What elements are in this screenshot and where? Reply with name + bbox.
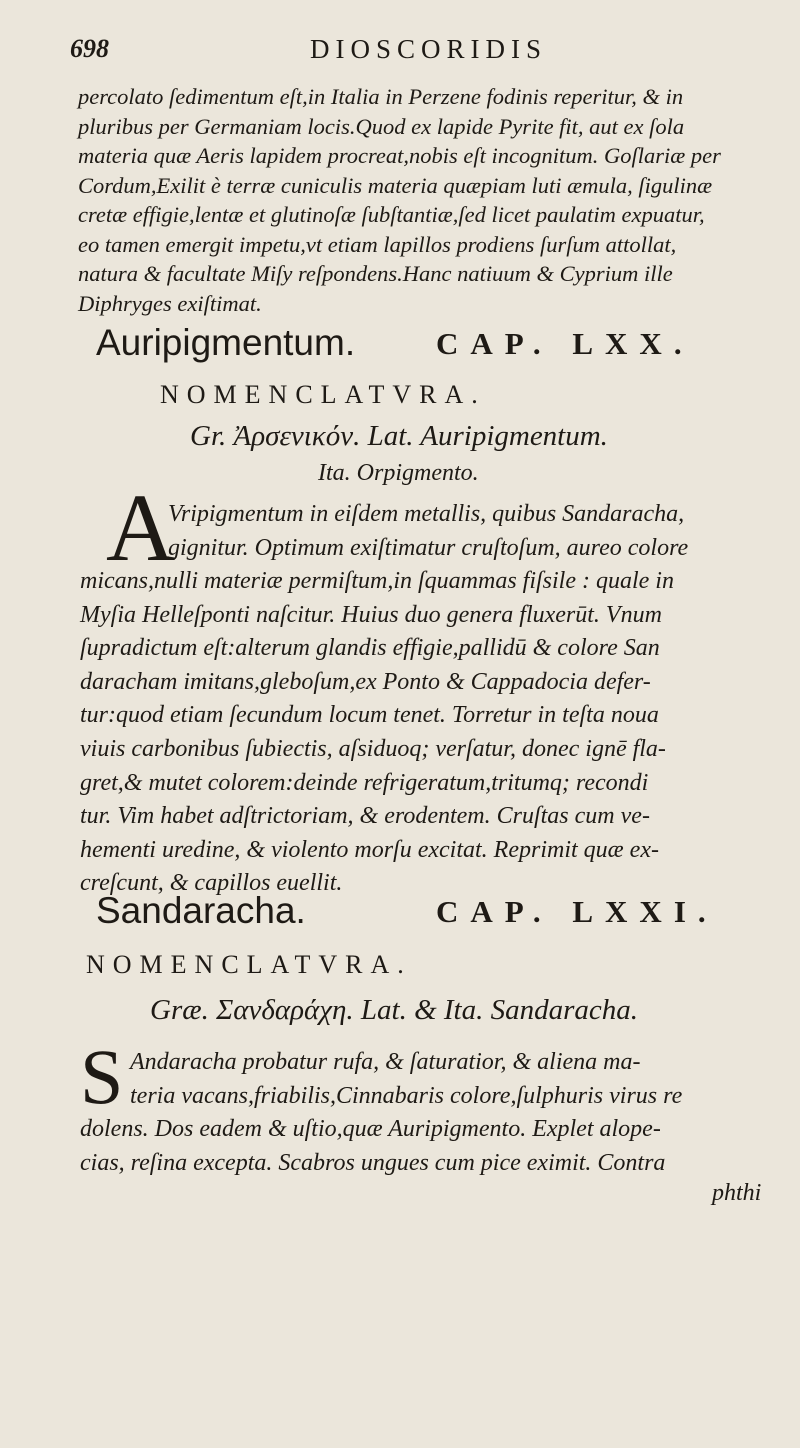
text-line: natura & facultate Miſy reſpondens.Hanc natiuum & Cyprium ille	[78, 261, 673, 286]
page-number: 698	[70, 34, 109, 63]
drop-cap: S	[80, 1033, 124, 1120]
chapter-paragraph	[80, 1113, 780, 1180]
nomenclatura-heading: NOMENCLATVRA.	[86, 950, 412, 979]
text-line: eo tamen emergit impetu,vt etiam lapillos prodiens ſurſum attollat,	[78, 231, 677, 257]
text-line: cias, reſina excepta. Scabros ungues cum pice eximit. Contra	[80, 1149, 666, 1176]
nomenclatura-heading: NOMENCLATVRA.	[160, 380, 486, 409]
synonyms-line: Græ. Σανδαράχη. Lat. & Ita. Sandaracha.	[150, 994, 639, 1026]
chapter-paragraph-indented	[168, 498, 776, 565]
text-line: daracham imitans,gleboſum,ex Ponto & Cappadocia defer-	[80, 668, 651, 695]
text-line: cretæ effigie,lentæ et glutinoſæ ſubſtantiæ,ſed licet paulatim expuatur,	[78, 202, 705, 227]
chapter-paragraph	[80, 565, 780, 901]
drop-cap: A	[106, 474, 176, 581]
text-line: Myſia Helleſponti naſcitur. Huius duo genera fluxerūt. Vnum	[80, 601, 662, 628]
chapter-heading	[96, 322, 776, 366]
intro-paragraph	[78, 82, 778, 318]
text-line: tur. Vim habet adſtrictoriam, & erodentem. Cruſtas cum ve-	[80, 803, 650, 830]
running-head: DIOSCORIDIS	[310, 34, 548, 64]
text-line: dolens. Dos eadem & uſtio,quæ Auripigmento. Explet alope-	[80, 1116, 661, 1142]
chapter-title: Auripigmentum.	[96, 322, 356, 363]
text-line: Diphryges exiſtimat.	[78, 290, 262, 316]
text-line: Cordum,Exilit è terræ cuniculis materia quæpiam luti æmula, ſigulinæ	[78, 172, 713, 198]
chapter-number: CAP. LXXI.	[436, 894, 718, 929]
text-line: hementi uredine, & violento morſu excitat. Reprimit quæ ex-	[80, 836, 659, 863]
text-line: materia quæ Aeris lapidem procreat,nobis eſt incognitum. Goſlariæ per	[78, 143, 721, 168]
text-line: gret,& mutet colorem:deinde refrigeratum,tritumq; recondi	[80, 769, 649, 796]
text-line: gignitur. Optimum exiſtimatur cruſtoſum, aureo colore	[168, 534, 689, 561]
text-line: micans,nulli materiæ permiſtum,in ſquammas fiſsile : quale in	[80, 568, 674, 594]
text-line: Vripigmentum in eiſdem metallis, quibus Sandaracha,	[168, 501, 685, 527]
chapter-paragraph-indented	[130, 1046, 780, 1113]
synonyms-italian: Ita. Orpigmento.	[318, 460, 479, 486]
text-line: percolato ſedimentum eſt,in Italia in Perzene fodinis reperitur, & in	[78, 84, 684, 109]
chapter-title: Sandaracha.	[96, 890, 306, 931]
text-line: teria vacans,friabilis,Cinnabaris colore,ſulphuris virus re	[130, 1082, 683, 1109]
page-header	[70, 34, 790, 74]
text-line: tur:quod etiam ſecundum locum tenet. Torretur in teſta noua	[80, 702, 659, 729]
chapter-heading	[96, 890, 776, 934]
text-line: creſcunt, & capillos euellit.	[80, 870, 343, 897]
synonyms-line: Gr. Ἀρσενικόν. Lat. Auripigmentum.	[190, 420, 608, 452]
text-line: viuis carbonibus ſubiectis, aſsiduoq; verſatur, donec ignē fla-	[80, 735, 666, 762]
text-line: ſupradictum eſt:alterum glandis effigie,pallidū & colore San	[80, 635, 660, 662]
catchword: phthi	[712, 1180, 762, 1206]
chapter-number: CAP. LXX.	[436, 326, 694, 361]
text-line: Andaracha probatur rufa, & ſaturatior, & aliena ma-	[130, 1049, 641, 1075]
text-line: pluribus per Germaniam locis.Quod ex lapide Pyrite fit, aut ex ſola	[78, 113, 685, 139]
